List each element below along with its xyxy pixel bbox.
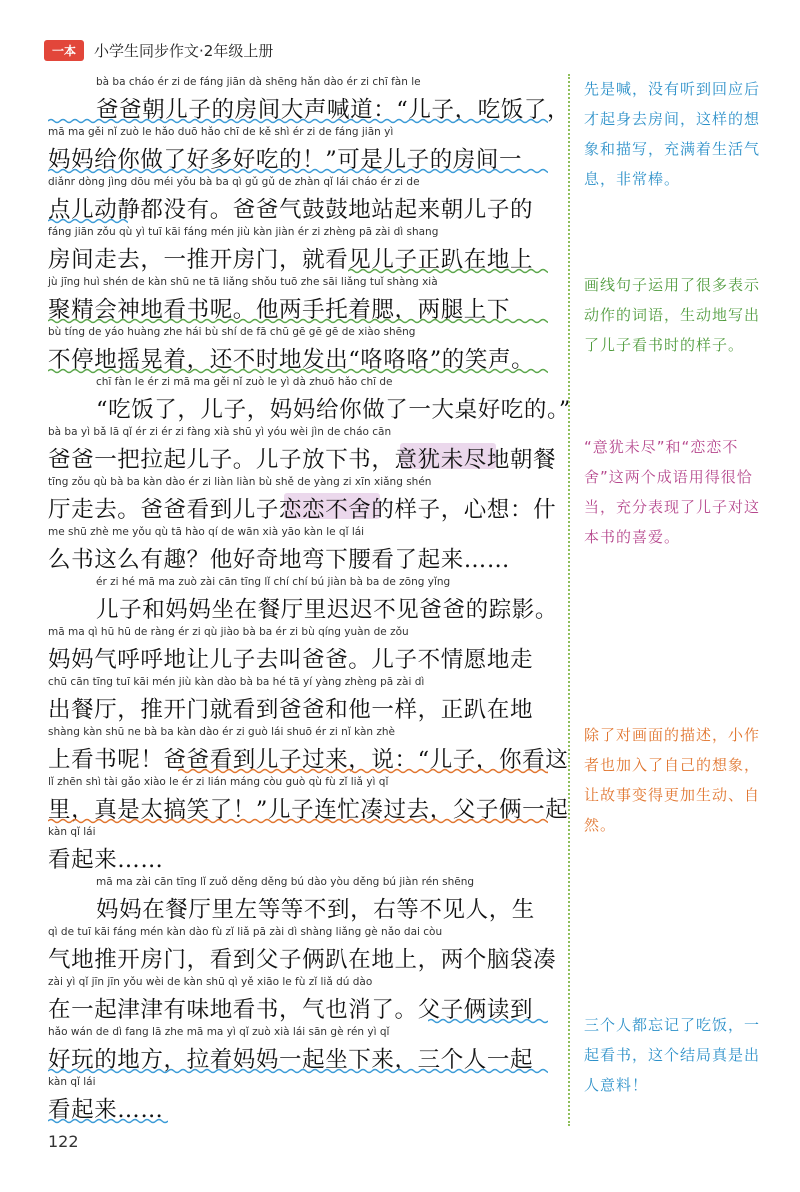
hanzi-row: 爸爸朝儿子的房间大声喊道：“儿子，吃饭了， — [96, 97, 571, 123]
hanzi-row: 儿子和妈妈坐在餐厅里迟迟不见爸爸的踪影。 — [96, 597, 559, 623]
hanzi-row: 上看书呢！爸爸看到儿子过来，说：“儿子，你看这 — [48, 747, 569, 773]
pinyin-row: qì de tuī kāi fáng mén kàn dào fù zǐ liǎ pā zài dì shàng liǎng gè nǎo dai còu — [48, 926, 443, 938]
essay-line — [48, 274, 558, 324]
pinyin-row: bà ba yì bǎ lā qǐ ér zi ér zi fàng xià shū yì yóu wèi jìn de cháo cān — [48, 426, 392, 438]
essay-line — [48, 374, 571, 424]
hanzi-row: 好玩的地方，拉着妈妈一起坐下来，三个人一起 — [48, 1047, 534, 1073]
essay-line — [48, 724, 569, 774]
hanzi-row: 妈妈气呼呼地让儿子去叫爸爸。儿子不情愿地走 — [48, 647, 534, 673]
pinyin-row: ér zi hé mā ma zuò zài cān tīng lǐ chí chí bú jiàn bà ba de zōng yǐng — [96, 576, 451, 588]
hanzi-row: “吃饭了，儿子，妈妈给你做了一大桌好吃的。” — [96, 397, 571, 423]
essay-line — [48, 474, 558, 524]
brand-logo: 一本 — [44, 40, 84, 61]
hanzi-row: 在一起津津有味地看书，气也消了。父子俩读到 — [48, 997, 534, 1023]
essay-line — [48, 624, 558, 674]
hanzi-row: 出餐厅，推开门就看到爸爸和他一样，正趴在地 — [48, 697, 534, 723]
pinyin-row: lǐ zhēn shì tài gǎo xiào le ér zi lián máng còu guò qù fù zǐ liǎ yì qǐ — [48, 776, 389, 788]
essay-line — [48, 324, 558, 374]
margin-note-2: 画线句子运用了很多表示动作的词语，生动地写出了儿子看书时的样子。 — [584, 276, 761, 354]
hanzi-row: 妈妈给你做了好多好吃的！”可是儿子的房间一 — [48, 147, 523, 173]
essay-line — [48, 674, 558, 724]
pinyin-row: kàn qǐ lái — [48, 826, 96, 838]
pinyin-row: hǎo wán de dì fang lā zhe mā ma yì qǐ zuò xià lái sān gè rén yì qǐ — [48, 1026, 390, 1038]
pinyin-row: bù tíng de yáo huàng zhe hái bù shí de fā chū gē gē gē de xiào shēng — [48, 326, 416, 338]
hanzi-row: 妈妈在餐厅里左等等不到，右等不见人，生 — [96, 897, 535, 923]
pinyin-row: mā ma qì hū hū de ràng ér zi qù jiào bà ba ér zi bù qíng yuàn de zǒu — [48, 626, 409, 638]
hanzi-row: 气地推开房门，看到父子俩趴在地上，两个脑袋凑 — [48, 947, 557, 973]
hanzi-row: 点儿动静都没有。爸爸气鼓鼓地站起来朝儿子的 — [48, 197, 534, 223]
hanzi-row: 厅走去。爸爸看到儿子恋恋不舍的样子，心想：什 — [48, 497, 557, 523]
essay-line — [48, 774, 569, 824]
essay-body — [48, 74, 571, 1124]
pinyin-row: zài yì qǐ jīn jīn yǒu wèi de kàn shū qì yě xiāo le fù zǐ liǎ dú dào — [48, 976, 373, 988]
essay-line — [48, 74, 571, 124]
margin-note-4: 除了对画面的描述，小作者也加入了自己的想象，让故事变得更加生动、自然。 — [584, 726, 761, 834]
pinyin-row: bà ba cháo ér zi de fáng jiān dà shēng hǎn dào ér zi chī fàn le — [96, 76, 421, 88]
pinyin-row: jù jīng huì shén de kàn shū ne tā liǎng shǒu tuō zhe sāi liǎng tuǐ shàng xià — [48, 276, 438, 288]
pinyin-row: kàn qǐ lái — [48, 1076, 96, 1088]
essay-line — [48, 1024, 558, 1074]
pinyin-row: chī fàn le ér zi mā ma gěi nǐ zuò le yì dà zhuō hǎo chī de — [96, 376, 393, 388]
hanzi-row: 么书这么有趣？他好奇地弯下腰看了起来…… — [48, 547, 511, 573]
pinyin-row: me shū zhè me yǒu qù tā hào qí de wān xià yāo kàn le qǐ lái — [48, 526, 365, 538]
essay-line — [48, 124, 558, 174]
pinyin-row: shàng kàn shū ne bà ba kàn dào ér zi guò lái shuō ér zi nǐ kàn zhè — [48, 726, 396, 738]
pinyin-row: mā ma zài cān tīng lǐ zuǒ děng děng bú dào yòu děng bú jiàn rén shēng — [96, 876, 475, 888]
wavy-underline — [48, 1118, 168, 1124]
pinyin-row: mā ma gěi nǐ zuò le hǎo duō hǎo chī de kě shì ér zi de fáng jiān yì — [48, 126, 394, 138]
hanzi-row: 爸爸一把拉起儿子。儿子放下书，意犹未尽地朝餐 — [48, 447, 557, 473]
book-title: 小学生同步作文·2年级上册 — [94, 41, 274, 60]
essay-line — [48, 974, 558, 1024]
margin-divider — [568, 74, 570, 1126]
essay-line — [48, 874, 558, 924]
essay-line — [48, 174, 558, 224]
essay-line — [48, 224, 558, 274]
hanzi-row: 不停地摇晃着，还不时地发出“咯咯咯”的笑声。 — [48, 347, 535, 373]
essay-line — [48, 924, 558, 974]
essay-line — [48, 424, 558, 474]
margin-note-5: 三个人都忘记了吃饭，一起看书，这个结局真是出人意料！ — [584, 1016, 761, 1094]
essay-line — [48, 524, 558, 574]
hanzi-row: 房间走去，一推开房门，就看见儿子正趴在地上 — [48, 247, 534, 273]
hanzi-row: 里，真是太搞笑了！”儿子连忙凑过去，父子俩一起 — [48, 797, 569, 823]
essay-line — [48, 824, 558, 874]
pinyin-row: diǎnr dòng jìng dōu méi yǒu bà ba qì gǔ gǔ de zhàn qǐ lái cháo ér zi de — [48, 176, 420, 188]
margin-note-1: 先是喊，没有听到回应后才起身去房间，这样的想象和描写，充满着生活气息，非常棒。 — [584, 80, 761, 188]
page-number: 122 — [48, 1132, 79, 1151]
pinyin-row: tīng zǒu qù bà ba kàn dào ér zi liàn liàn bù shě de yàng zi xīn xiǎng shén — [48, 476, 432, 488]
essay-line — [48, 574, 558, 624]
essay-line — [48, 1074, 558, 1124]
page-header — [44, 38, 273, 62]
hanzi-row: 聚精会神地看书呢。他两手托着腮，两腿上下 — [48, 297, 511, 323]
pinyin-row: chū cān tīng tuī kāi mén jiù kàn dào bà ba hé tā yí yàng zhèng pā zài dì — [48, 676, 425, 688]
hanzi-row: 看起来…… — [48, 847, 164, 873]
pinyin-row: fáng jiān zǒu qù yì tuī kāi fáng mén jiù kàn jiàn ér zi zhèng pā zài dì shang — [48, 226, 439, 238]
margin-note-3: “意犹未尽”和“恋恋不舍”这两个成语用得很恰当，充分表现了儿子对这本书的喜爱。 — [584, 438, 761, 546]
hanzi-row: 看起来…… — [48, 1097, 164, 1123]
